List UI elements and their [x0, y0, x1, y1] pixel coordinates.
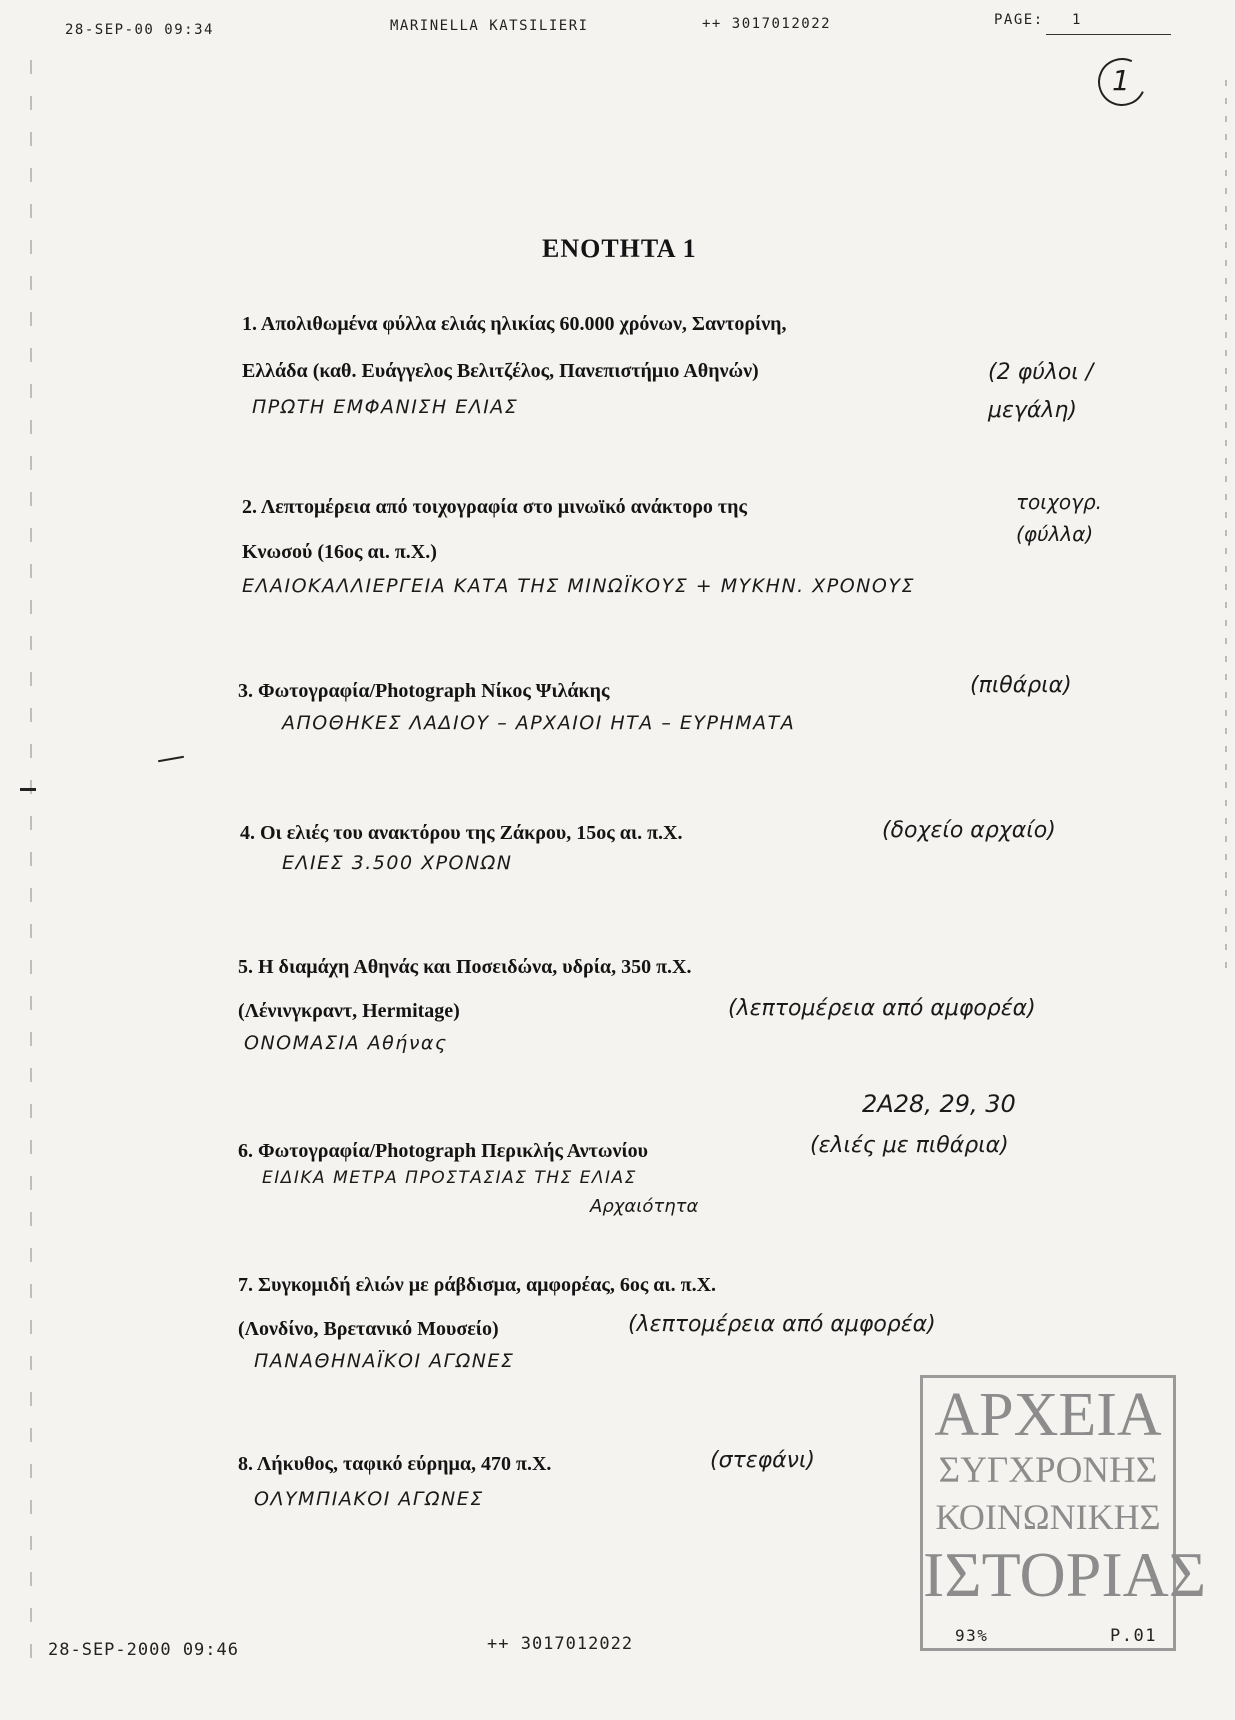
fax-stray-mark [158, 756, 184, 762]
item-6-note: (ελιές με πιθάρια) [810, 1133, 1009, 1158]
item-2-line1: 2. Λεπτομέρεια από τοιχογραφία στο μινωϊκό ανάκτορο της [242, 496, 747, 518]
item-3-line1: 3. Φωτογραφία/Photograph Νίκος Ψιλάκης [238, 680, 610, 702]
stamp-line3: ΚΟΙΝΩΝΙΚΗΣ [935, 1497, 1161, 1537]
item-4-line1: 4. Οι ελιές του ανακτόρου της Ζάκρου, 15ος αι. π.Χ. [240, 822, 683, 844]
fax-header-page-number: 1 [1072, 12, 1082, 28]
item-8-line1: 8. Λήκυθος, ταφικό εύρημα, 470 π.Χ. [238, 1453, 552, 1475]
fax-header-datetime: 28-SEP-00 09:34 [65, 22, 214, 38]
item-2-line2: Κνωσού (16ος αι. π.Χ.) [242, 541, 437, 563]
stamp-line4: ΙΣΤΟΡΙΑΣ [923, 1539, 1207, 1610]
stamp-line2: ΣΥΓΧΡΟΝΗΣ [938, 1450, 1158, 1491]
item-4-handwritten: ΕΛΙΕΣ 3.500 ΧΡΟΝΩΝ [282, 852, 513, 874]
fax-header-sender: MARINELLA KATSILIERI [390, 18, 589, 34]
item-1-line1: 1. Απολιθωμένα φύλλα ελιάς ηλικίας 60.000 χρόνων, Σαντορίνη, [242, 313, 787, 335]
fax-footer-page: P.01 [1110, 1626, 1157, 1646]
item-3-handwritten: ΑΠΟΘΗΚΕΣ ΛΑΔΙΟΥ – ΑΡΧΑΙΟΙ ΗΤΑ – ΕΥΡΗΜΑΤΑ [282, 712, 796, 734]
item-6-prenote: 2Α28, 29, 30 [862, 1090, 1016, 1118]
stamp-line1: ΑΡΧΕΙΑ [934, 1381, 1162, 1449]
page-title: ΕΝΟΤΗΤΑ 1 [542, 234, 697, 263]
item-1-line2: Ελλάδα (καθ. Ευάγγελος Βελιτζέλος, Πανεπιστήμιο Αθηνών) [242, 360, 759, 382]
item-7-line2: (Λονδίνο, Βρετανικό Μουσείο) [238, 1318, 499, 1340]
item-5-handwritten: ΟΝΟΜΑΣΙΑ Αθήνας [244, 1032, 448, 1054]
item-2-handwritten: ΕΛΑΙΟΚΑΛΛΙΕΡΓΕΙΑ ΚΑΤΑ ΤΗΣ ΜΙΝΩΪΚΟΥΣ + ΜΥΚΗΝ. ΧΡΟΝΟΥΣ [242, 575, 915, 597]
item-1-note: (2 φύλοι / μεγάλη) [988, 360, 1094, 423]
item-8-handwritten: ΟΛΥΜΠΙΑΚΟΙ ΑΓΩΝΕΣ [254, 1488, 484, 1510]
fax-header-page-label: PAGE: [994, 12, 1044, 28]
item-4-note: (δοχείο αρχαίο) [882, 818, 1056, 843]
item-3-note: (πιθάρια) [970, 673, 1072, 698]
item-7-note: (λεπτομέρεια από αμφορέα) [628, 1312, 936, 1337]
fax-footer-datetime: 28-SEP-2000 09:46 [48, 1640, 239, 1660]
fax-footer-phone: ++ 3017012022 [487, 1634, 634, 1654]
item-1-handwritten: ΠΡΩΤΗ ΕΜΦΑΝΙΣΗ ΕΛΙΑΣ [252, 396, 519, 418]
item-5-note: (λεπτομέρεια από αμφορέα) [728, 996, 1036, 1021]
left-margin-marks [30, 60, 32, 1660]
item-7-handwritten: ΠΑΝΑΘΗΝΑΪΚΟΙ ΑΓΩΝΕΣ [254, 1350, 515, 1372]
item-7-line1: 7. Συγκομιδή ελιών με ράβδισμα, αμφορέας, 6ος αι. π.Χ. [238, 1274, 717, 1296]
item-5-line1: 5. Η διαμάχη Αθηνάς και Ποσειδώνα, υδρία, 350 π.Χ. [238, 956, 692, 978]
item-5-line2: (Λένινγκραντ, Hermitage) [238, 1000, 460, 1022]
item-6-line1: 6. Φωτογραφία/Photograph Περικλής Αντωνίου [238, 1140, 649, 1162]
item-6-handwritten-extra: Αρχαιότητα [590, 1196, 699, 1217]
item-6-handwritten: ΕΙΔΙΚΑ ΜΕΤΡΑ ΠΡΟΣΤΑΣΙΑΣ ΤΗΣ ΕΛΙΑΣ [262, 1168, 637, 1188]
item-8-note: (στεφάνι) [710, 1448, 815, 1473]
fax-header-phone: ++ 3017012022 [702, 16, 832, 32]
archive-stamp [920, 1375, 1207, 1651]
fax-header-underline [1046, 34, 1171, 35]
fax-stray-mark [20, 788, 36, 791]
fax-footer-percent: 93% [955, 1626, 989, 1645]
item-2-note: τοιχογρ. (φύλλα) [1016, 490, 1103, 546]
page-number-handwritten: 1 [1112, 64, 1130, 97]
right-margin-marks [1225, 80, 1227, 980]
